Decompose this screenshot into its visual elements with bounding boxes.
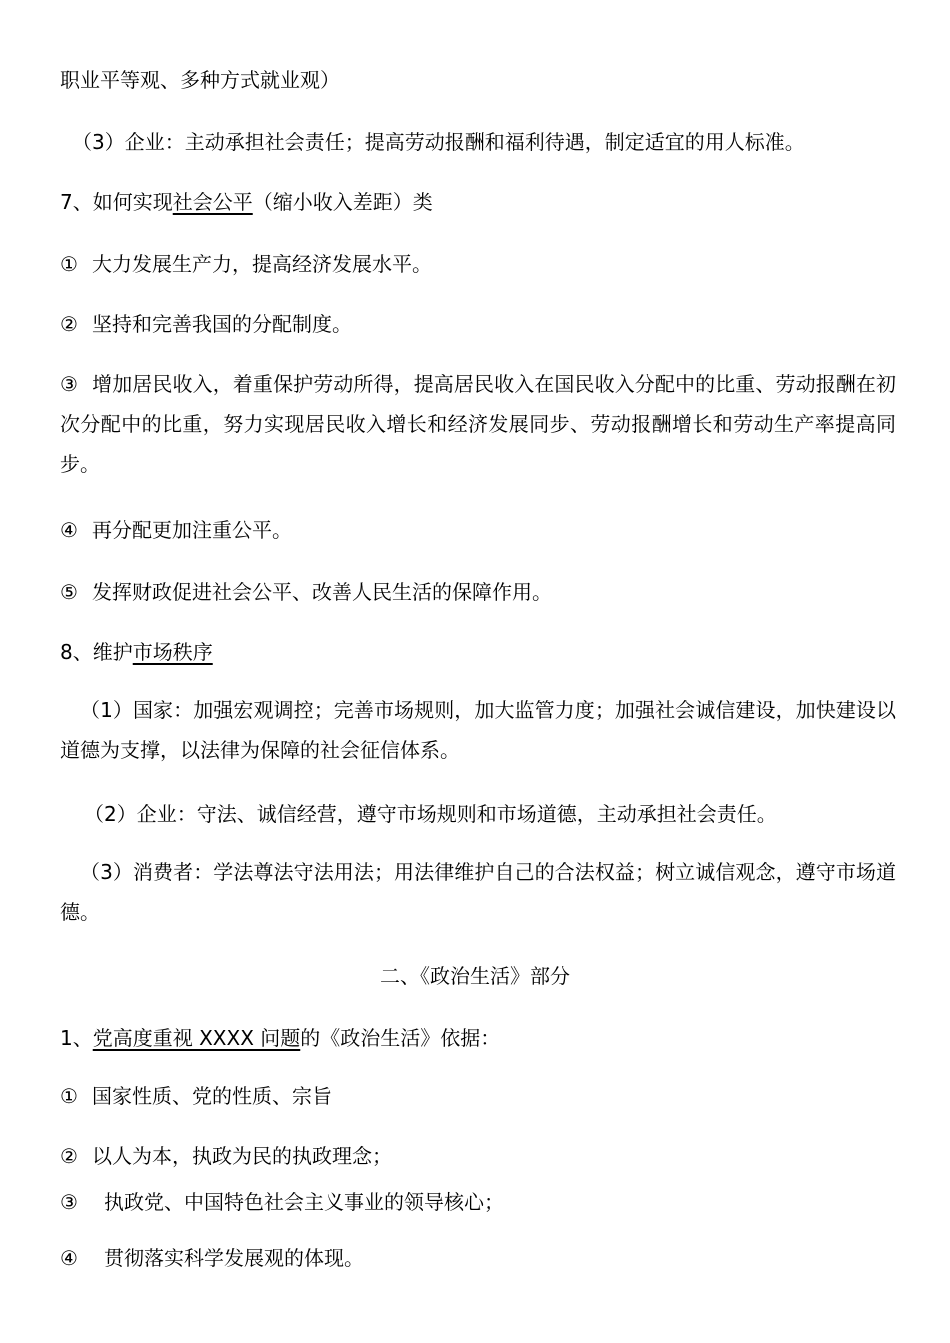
part2-heading-keyword: 党高度重视 XXXX 问题 — [92, 1026, 301, 1050]
list-text: 再分配更加注重公平。 — [92, 518, 292, 542]
section-7-prefix: 7、如何实现 — [60, 190, 173, 214]
part2-heading-prefix: 1、 — [60, 1026, 93, 1050]
list-item — [60, 578, 900, 606]
list-item-paragraph — [60, 364, 896, 484]
section-8-prefix: 8、维护 — [60, 640, 133, 664]
list-marker: ④ — [60, 518, 78, 542]
list-marker: ① — [60, 252, 78, 276]
list-text: 大力发展生产力，提高经济发展水平。 — [92, 252, 432, 276]
list-text: 执政党、中国特色社会主义事业的领导核心； — [104, 1190, 504, 1214]
list-marker: ① — [60, 1084, 78, 1108]
list-marker: ⑤ — [60, 580, 78, 604]
part2-heading-suffix: 的《政治生活》依据： — [300, 1026, 501, 1050]
section-8-item-enterprise: （2）企业：守法、诚信经营，遵守市场规则和市场道德，主动承担社会责任。 — [84, 802, 777, 826]
list-text: 贯彻落实科学发展观的体现。 — [104, 1246, 364, 1270]
list-marker: ③ — [60, 372, 78, 396]
section-7-keyword: 社会公平 — [172, 190, 253, 214]
list-text: 发挥财政促进社会公平、改善人民生活的保障作用。 — [92, 580, 552, 604]
list-text: 坚持和完善我国的分配制度。 — [92, 312, 352, 336]
text-line-employment-views: 职业平等观、多种方式就业观） — [60, 68, 340, 92]
list-item — [60, 310, 900, 338]
section-8-item-state: （1）国家：加强宏观调控；完善市场规则，加大监管力度；加强社会诚信建设，加快建设以道德为支撑，以法律为保障的社会征信体系。 — [60, 698, 896, 762]
list-item — [60, 1188, 900, 1216]
list-marker: ② — [60, 312, 78, 336]
list-item — [60, 1244, 900, 1272]
list-text: 国家性质、党的性质、宗旨 — [92, 1084, 332, 1108]
list-marker: ④ — [60, 1246, 78, 1270]
list-item — [60, 1142, 900, 1170]
list-text: 以人为本，执政为民的执政理念； — [92, 1144, 392, 1168]
list-marker: ③ — [60, 1190, 78, 1214]
part-title: 二、《政治生活》部分 — [380, 964, 570, 988]
section-8-item-consumer: （3）消费者：学法尊法守法用法；用法律维护自己的合法权益；树立诚信观念，遵守市场道德。 — [60, 860, 896, 924]
section-8-keyword: 市场秩序 — [132, 640, 213, 664]
list-item — [60, 250, 900, 278]
list-text: 增加居民收入，着重保护劳动所得，提高居民收入在国民收入分配中的比重、劳动报酬在初次分配中的比重，努力实现居民收入增长和经济发展同步、劳动报酬增长和劳动生产率提高同步。 — [60, 372, 896, 476]
section-heading-7 — [60, 188, 900, 216]
section-7-suffix: （缩小收入差距）类 — [252, 190, 433, 214]
part2-heading-1 — [60, 1024, 900, 1052]
list-item — [60, 1082, 900, 1110]
list-marker: ② — [60, 1144, 78, 1168]
section-heading-8 — [60, 638, 900, 666]
list-item — [60, 516, 900, 544]
text-line-enterprise-responsibility: （3）企业：主动承担社会责任；提高劳动报酬和福利待遇，制定适宜的用人标准。 — [72, 130, 805, 154]
